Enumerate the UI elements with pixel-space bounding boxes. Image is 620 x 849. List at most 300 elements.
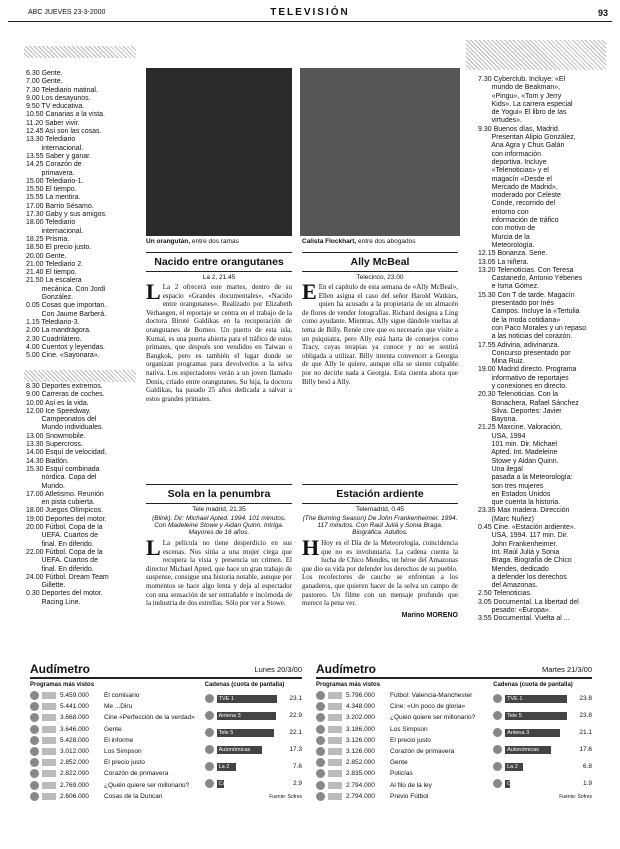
- program-viewers: 2.769.000: [60, 781, 89, 789]
- channel-icon: [205, 779, 214, 788]
- listing-line: informativo de reportajes: [478, 374, 569, 382]
- program-viewers: 3.126.000: [346, 748, 375, 756]
- channel-logo-eurosport: [24, 370, 136, 382]
- article-title: Ally McBeal: [302, 252, 458, 272]
- listing-line: 24.00 Fútbol. Dream Team: [26, 573, 109, 581]
- program-name: El precio justo: [390, 736, 431, 744]
- article-body: E En el capítulo de esta semana de «Ally McBeal», Ellen asigna el caso del señor Harold Watkins, quien ha acusado a la propietaria de un almacén de flores de vender fotografías. Richard designa a Ling como ayudante. Mientras, Ally sigue dándole vueltas al tema de Billy. Renée cree que es necesario que visite a un psiquiatra, pero Ally está harta de consejos como Tracy, cuyas terapias ya conoce y no se sentirá obligada a utilizar. Billy intenta convencer a Georgia de que Ally le quiere, aunque ella se siente culpable por no decirle nada a Georgia. Esta cuenta ahora que Billy besó a Ally.: [302, 279, 458, 386]
- listing-line: 2.30 Cuadrilátero.: [26, 335, 82, 343]
- listing-line: 10.50 Canarias a la vista.: [26, 111, 105, 119]
- listing-line: 14.00 Esquí de velocidad.: [26, 449, 107, 457]
- listing-line: entorno con: [478, 208, 529, 216]
- listing-line: (Marc Nuñez): [478, 515, 535, 523]
- channel-row: [205, 741, 302, 758]
- channel-share: 6.8: [582, 763, 592, 770]
- program-name: Me ...Diru: [104, 703, 133, 711]
- program-viewers: 2.794.000: [346, 792, 375, 800]
- listing-line: González.: [26, 294, 74, 302]
- channel-name: La 2: [505, 763, 523, 771]
- channel-share: 21.1: [579, 729, 592, 736]
- channel-share: 2.9: [292, 780, 302, 787]
- program-viewers: 2.822.000: [60, 770, 89, 778]
- listing-line: 15.30 Esquí combinada: [26, 465, 100, 473]
- program-name: Policías: [390, 770, 413, 778]
- program-name: Cine «Perfección de la verdad»: [104, 714, 195, 722]
- listing-line: 15.00 Telediario-1.: [26, 177, 84, 185]
- listing-line: 15.55 La mentira.: [26, 194, 81, 202]
- program-icon: [30, 769, 39, 778]
- program-viewers: 4.348.000: [346, 703, 375, 711]
- channel-icon: [493, 779, 502, 788]
- program-name: ¿Quién quiere ser millonario?: [104, 781, 190, 789]
- listing-line: Stowe y Aidan Quinn.: [478, 457, 559, 465]
- program-row: [30, 768, 199, 779]
- channel-name: Canal +: [507, 780, 527, 787]
- channel-icon: [205, 711, 214, 720]
- article-channel: Telemadrid, 0.45: [355, 506, 405, 513]
- audimetro-monday: [30, 662, 302, 840]
- listing-line: 18.00 Juegos Olímpicos.: [26, 507, 104, 515]
- channel-logo-tve1: [24, 46, 136, 58]
- listing-line: 11.20 Saber vivir.: [26, 119, 80, 127]
- program-viewers: 2.794.000: [346, 781, 375, 789]
- program-row: [30, 701, 199, 712]
- listing-line: 15.30 Con T de tarde. Magacín: [478, 291, 575, 299]
- header-date: ABC JUEVES 23-3-2000: [28, 9, 106, 16]
- program-row: [316, 791, 487, 802]
- program-viewers: 3.202.000: [346, 714, 375, 722]
- listing-line: 1.15 Telediario-3.: [26, 318, 80, 326]
- channel-row: [493, 707, 592, 724]
- program-name: Cosas de la Duncan: [104, 792, 163, 800]
- listing-line: 2.50 Telenoticias.: [478, 590, 532, 598]
- audimetro-title: Audímetro: [316, 662, 376, 676]
- article-title: Estación ardiente: [302, 484, 458, 504]
- program-icon: [30, 691, 39, 700]
- channel-share: 23.8: [579, 712, 592, 719]
- program-viewers: 3.668.000: [60, 714, 89, 722]
- channel-name: La 2: [217, 763, 237, 771]
- channel-name: TVE 1: [505, 695, 567, 703]
- listing-line: nórdica. Copa del: [26, 474, 97, 482]
- page-number: 93: [597, 8, 608, 18]
- listing-telemadrid: [478, 76, 614, 624]
- programs-label: Programas más vistos: [316, 682, 381, 688]
- channel-share: 23.8: [579, 695, 592, 702]
- program-name: El comisario: [104, 692, 140, 700]
- listing-line: 7.00 Gente.: [26, 78, 63, 86]
- listing-line: 0.45 Cine. «Estación ardiente».: [478, 524, 576, 532]
- program-row: [30, 791, 199, 802]
- listing-line: 21.40 El tiempo.: [26, 269, 77, 277]
- listing-line: de Yogui» El libro de las: [478, 109, 567, 117]
- article-estacion: [302, 484, 458, 619]
- programs-label: Programas más vistos: [30, 682, 95, 688]
- program-icon: [316, 769, 325, 778]
- channel-row: [205, 775, 302, 792]
- program-row: [316, 746, 487, 757]
- listing-line: 13.00 Snowmobile.: [26, 432, 86, 440]
- source-note: Fuente: Sofres: [269, 794, 302, 800]
- program-name: Gente: [104, 725, 122, 733]
- article-title: Sola en la penumbra: [146, 484, 292, 504]
- program-viewers: 5.428.000: [60, 736, 89, 744]
- program-row: [30, 780, 199, 791]
- listing-line: virtudes».: [478, 117, 522, 125]
- listing-line: con motivo de: [478, 225, 536, 233]
- program-row: [30, 757, 199, 768]
- listing-line: Braga. Biografía de Chico: [478, 557, 572, 565]
- listing-line: 0.05 Cosas que importan.: [26, 302, 107, 310]
- listing-line: magacín «Desde el: [478, 175, 552, 183]
- listing-line: Bayona.: [478, 416, 518, 424]
- listing-line: Con Jaume Barberá.: [26, 310, 107, 318]
- program-icon: [30, 781, 39, 790]
- program-viewers: 2.835.000: [346, 770, 375, 778]
- listing-line: 17.00 Atletismo. Reunión: [26, 490, 104, 498]
- program-row: [316, 724, 487, 735]
- listing-line: 20.00 Gente.: [26, 252, 67, 260]
- program-icon: [316, 758, 325, 767]
- photo-caption-right: Calista Flockhart, entre dos abogados: [302, 238, 416, 245]
- channel-icon: [493, 745, 502, 754]
- listing-line: Int. Raúl Juliá y Sonia: [478, 548, 560, 556]
- program-icon: [316, 691, 325, 700]
- program-icon: [30, 702, 39, 711]
- listing-line: 12.15 Bonanza. Serie.: [478, 250, 548, 258]
- listing-line: 3.05 Documental. La libertad del: [478, 598, 579, 606]
- program-icon: [30, 747, 39, 756]
- channel-share: 23.1: [289, 695, 302, 702]
- listing-line: Kids». La carrera especial: [478, 100, 573, 108]
- program-name: Al filo de la ley: [390, 781, 432, 789]
- channel-name: Antena 3: [217, 712, 277, 720]
- program-icon: [316, 713, 325, 722]
- channel-row: [205, 758, 302, 775]
- listing-eurosport: [26, 383, 142, 607]
- listing-line: Mercado de Madrid»,: [478, 183, 558, 191]
- program-row: [316, 735, 487, 746]
- program-icon: [316, 702, 325, 711]
- article-body: H Hoy es el Día de la Meteorología, coincidencia que no es involuntaria. La cadena cuenta la lucha de Chico Mendes, un héroe del Amazonas que dio su vida por defender los derechos de su pueblo. Los recolectores de caucho se enfrentan a los ganaderos, que quieren hacer de la selva un campo de pastoreo. Un filme con un mensaje profundo que merece la pena ver.: [302, 535, 458, 608]
- program-row: [316, 757, 487, 768]
- listing-line: deportiva. Incluye: [478, 158, 547, 166]
- channel-share: 1.9: [582, 780, 592, 787]
- listing-line: 10.00 Así es la vida.: [26, 399, 89, 407]
- channel-icon: [493, 711, 502, 720]
- listing-line: 4.00 Cuentos y leyendas.: [26, 343, 105, 351]
- program-name: Fútbol: Valencia-Manchester: [390, 692, 473, 700]
- audimetro-tuesday: [316, 662, 592, 840]
- listing-line: 13.30 Supercross.: [26, 441, 83, 449]
- program-icon: [316, 781, 325, 790]
- program-icon: [316, 725, 325, 734]
- program-icon: [30, 736, 39, 745]
- listing-line: pasada a la Meteorología:: [478, 474, 573, 482]
- program-viewers: 3.186.000: [346, 725, 375, 733]
- program-name: El informe: [104, 736, 134, 744]
- program-viewers: 3.126.000: [346, 736, 375, 744]
- channel-name: Tele 5: [505, 712, 567, 720]
- listing-line: final. En diferido.: [26, 540, 94, 548]
- listing-line: Una ilegal: [478, 465, 523, 473]
- program-name: Previo Fútbol: [390, 792, 429, 800]
- listing-line: con Paco Morales y un repaso: [478, 324, 587, 332]
- listing-line: UEFA. Cuartos de: [26, 557, 98, 565]
- channel-share: 17.6: [579, 746, 592, 753]
- listing-line: «Telenoticias» y el: [478, 167, 549, 175]
- audimetro-date: Lunes 20/3/00: [254, 665, 302, 674]
- article-channel: Telecinco, 23.00: [356, 274, 404, 281]
- channel-row: [493, 690, 592, 707]
- listing-line: Bonachera, Rafael Sánchez: [478, 399, 579, 407]
- listing-line: internacional.: [26, 227, 84, 235]
- listing-line: Gillette.: [26, 582, 66, 590]
- program-row: [30, 735, 199, 746]
- listing-line: Mundo individuales.: [26, 424, 104, 432]
- program-row: [316, 768, 487, 779]
- channel-share: 7.6: [292, 763, 302, 770]
- article-body: L La película no tiene desperdicio en sus escenas. Nos sitúa a una mujer ciega que recupera la vista y presencia un crimen. El director Michael Apted, que hace un gran trabajo de suspense, consigue una historia notable, aunque por momentos se hace algo lenta y deja al espectador con una sensación de ser entrañable e incómoda de la industria de dos estrellas. Sólo por ver a Stowe.: [146, 535, 292, 608]
- listing-line: 13.05 La niñera.: [478, 258, 529, 266]
- program-icon: [30, 758, 39, 767]
- listing-line: 18.25 Prisma.: [26, 235, 70, 243]
- listing-line: Castanedo, Antonio Yébenes: [478, 275, 583, 283]
- listing-line: mundo de Beakman»,: [478, 84, 561, 92]
- channel-name: Tele 5: [217, 729, 274, 737]
- listing-line: en Estados Unidos: [478, 490, 551, 498]
- article-title: Nacido entre orangutanes: [146, 252, 292, 272]
- listing-line: 18.00 Telediario: [26, 219, 76, 227]
- listing-line: 5.00 Cine. «Sayonara».: [26, 352, 100, 360]
- listing-line: USA, 1994: [478, 432, 526, 440]
- program-name: Gente: [390, 759, 408, 767]
- channel-row: [205, 724, 302, 741]
- listing-line: Conde, recorrido del: [478, 200, 556, 208]
- channel-icon: [205, 745, 214, 754]
- listing-line: Apted. Int. Madeleine: [478, 449, 558, 457]
- listing-line: 101 min. Dir. Michael: [478, 441, 557, 449]
- section-title: TELEVISIÓN: [270, 7, 350, 18]
- listing-line: primavera.: [26, 169, 75, 177]
- program-viewers: 3.012.000: [60, 748, 89, 756]
- program-icon: [30, 725, 39, 734]
- listing-line: que cuenta la historia.: [478, 499, 561, 507]
- source-note: Fuente: Sofres: [559, 794, 592, 800]
- article-ally: [302, 252, 458, 386]
- program-icon: [30, 792, 39, 801]
- program-row: [316, 701, 487, 712]
- article-author: Marino MORENO: [401, 611, 458, 619]
- channels-label: Cadenas (cuota de pantalla): [204, 682, 285, 688]
- listing-line: moderado por Celeste: [478, 192, 561, 200]
- listing-line: Mundo.: [26, 482, 65, 490]
- program-name: Corazón de primavera: [390, 748, 455, 756]
- listing-line: Murcia de la: [478, 233, 530, 241]
- listing-line: UEFA. Cuartos de: [26, 532, 98, 540]
- program-icon: [316, 747, 325, 756]
- channel-icon: [493, 728, 502, 737]
- program-viewers: 2.852.000: [60, 759, 89, 767]
- listing-line: 18.50 El precio justo.: [26, 244, 92, 252]
- listing-line: 2.00 La mandrágora.: [26, 327, 91, 335]
- article-channel: La 2, 21.45: [202, 274, 236, 281]
- program-row: [30, 746, 199, 757]
- listing-line: 9.00 Carreras de coches.: [26, 391, 105, 399]
- channel-name: Autonómicas: [505, 746, 551, 754]
- listing-line: 17.55 Adivina, adivinanza.: [478, 341, 560, 349]
- channel-share: 17.3: [289, 746, 302, 753]
- article-body: L La 2 ofrecerá este martes, dentro de su espacio «Grandes documentales», «Nacido entre orangutanes». Realizado por Elizabeth Verhaegen, el reportaje se centra en el trabajo de la doctora Biruté Galdikas en la recuperación de orangutanes de Borneo. Un puerto de esta isla, Kumai, es una puerta abierta para el tráfico de estos primates, que después son vendidos en Taiwan o Bangkok, pero es también el lugar donde se organizan programas para devolverlos a la selva nativa. Los espectadores verán a un joven llamado Denis, criado entre orangutanes. Su hija, la doctora Galdikas, ha pasado 25 años dedicada a salvar a estos grandes primates.: [146, 279, 292, 403]
- channel-name: Antena 3: [505, 729, 560, 737]
- listing-line: 7.30 Cyberclub. Incluye: «El: [478, 76, 566, 83]
- channel-logo-telemadrid: [466, 40, 606, 70]
- program-name: Los Simpson: [104, 748, 142, 756]
- listing-line: 3.55 Documental. Vuelta al ...: [478, 615, 570, 623]
- program-viewers: 5.459.000: [60, 692, 89, 700]
- listing-line: 13.20 Telenoticias. Con Teresa: [478, 266, 574, 274]
- listing-line: 9.50 TV educativa.: [26, 103, 85, 111]
- listing-line: «Pingu», «Tom y Jerry: [478, 92, 562, 100]
- listing-line: 7.30 Telediario matinal.: [26, 86, 98, 94]
- listing-line: 14.25 Corazón de: [26, 161, 82, 169]
- program-icon: [30, 713, 39, 722]
- listing-line: 15.50 El tiempo.: [26, 186, 77, 194]
- program-viewers: 5.441.000: [60, 703, 89, 711]
- listing-line: 23.35 Max madera. Dirección: [478, 507, 570, 515]
- listing-line: mecánica. Con Jordi: [26, 285, 106, 293]
- audimetro-title: Audímetro: [30, 662, 90, 676]
- listing-line: Campos. Incluye la «Tertulia: [478, 308, 580, 316]
- program-name: Corazón de primavera: [104, 770, 169, 778]
- listing-line: e Isma Gómez.: [478, 283, 540, 291]
- listing-line: 20.30 Telenoticias. Con la: [478, 391, 559, 399]
- listing-line: 19.00 Madrid directo. Programa: [478, 366, 577, 374]
- listing-line: Campeonatos del: [26, 416, 97, 424]
- article-credits: (The Burning Season) De John Frankenheimer. 1994. 117 minutos. Con Raúl Juliá y Sonia Braga. Biográfica. Adultos.: [302, 515, 458, 536]
- listing-line: USA, 1994. 117 min. Dir.: [478, 532, 569, 540]
- program-row: [316, 690, 487, 701]
- program-name: ¿Quién quiere ser millonario?: [390, 714, 476, 722]
- listing-line: Meteorología.: [478, 241, 535, 249]
- listing-line: 17.30 Gaby y sus amigos.: [26, 211, 107, 219]
- listing-line: información de tráfico: [478, 217, 559, 225]
- photo-ally-mcbeal: [300, 68, 460, 236]
- listing-line: 6.30 Gente.: [26, 70, 63, 77]
- listing-line: Presentan Alipio González,: [478, 134, 576, 142]
- program-icon: [316, 792, 325, 801]
- photo-caption-left: Un orangután, entre dos ramas: [146, 238, 239, 245]
- article-channel: Tele madrid, 21.35: [192, 506, 246, 513]
- channel-row: [205, 707, 302, 724]
- listing-line: presentado por Inés: [478, 300, 554, 308]
- channel-icon: [205, 762, 214, 771]
- channel-row: [493, 741, 592, 758]
- program-viewers: 3.646.000: [60, 725, 89, 733]
- page-header: [8, 6, 612, 22]
- listing-line: a las noticias del corazón.: [478, 333, 573, 341]
- listing-line: de la moda cotidiana»: [478, 316, 561, 324]
- channel-row: [493, 775, 592, 792]
- listing-line: 20.00 Fútbol. Copa de la: [26, 524, 103, 532]
- photo-orangutan: [146, 68, 292, 236]
- listing-line: Mina Ruiz.: [478, 358, 525, 366]
- channel-name: TVE 1: [217, 695, 277, 703]
- listing-line: Concurso presentado por: [478, 349, 571, 357]
- listing-line: 21.50 La escalera: [26, 277, 82, 285]
- program-name: El precio justo: [104, 759, 145, 767]
- listing-line: pesado: «Europa».: [478, 607, 551, 614]
- program-name: Los Simpson: [390, 725, 428, 733]
- channel-name: Canal +: [218, 780, 238, 787]
- listing-line: Mendes, dedicado: [478, 565, 549, 573]
- listing-line: final. En diferido.: [26, 565, 94, 573]
- listing-line: Ana Agra y Chus Galán: [478, 142, 565, 150]
- article-nacido: [146, 252, 292, 403]
- channel-icon: [493, 762, 502, 771]
- channel-row: [493, 758, 592, 775]
- listing-line: 13.55 Saber y ganar.: [26, 152, 91, 160]
- listing-line: 22.00 Fútbol. Copa de la: [26, 548, 103, 556]
- listing-line: 12.00 Ice Speedway.: [26, 407, 91, 415]
- listing-line: 9.30 Buenos días, Madrid.: [478, 125, 560, 133]
- listing-line: Racing Line.: [26, 598, 81, 606]
- listing-line: internacional.: [26, 144, 84, 152]
- program-row: [316, 780, 487, 791]
- listing-line: con información: [478, 150, 542, 158]
- listing-line: 21.00 Telediario 2.: [26, 260, 84, 268]
- listing-line: John Frankenheimer.: [478, 540, 558, 548]
- listing-line: 8.30 Deportes extremos.: [26, 383, 103, 390]
- listing-line: 17.00 Barrio Sésamo.: [26, 202, 94, 210]
- program-viewers: 2.606.000: [60, 792, 89, 800]
- program-icon: [316, 736, 325, 745]
- channel-share: 22.1: [289, 729, 302, 736]
- program-viewers: 2.852.000: [346, 759, 375, 767]
- program-viewers: 5.796.000: [346, 692, 375, 700]
- channel-name: Autonómicas: [217, 746, 262, 754]
- listing-line: y conexiones en directo.: [478, 382, 568, 390]
- article-sola: [146, 484, 292, 608]
- listing-line: Silva. Deportes: Javier: [478, 407, 562, 415]
- listing-line: son tres mujeres: [478, 482, 544, 490]
- channel-row: [205, 690, 302, 707]
- channels-label: Cadenas (cuota de pantalla): [493, 682, 573, 688]
- listing-line: 9.00 Los desayunos.: [26, 94, 91, 102]
- listing-line: 13.30 Telediario: [26, 136, 76, 144]
- audimetro-date: Martes 21/3/00: [541, 665, 592, 674]
- program-row: [30, 690, 199, 701]
- channel-icon: [205, 728, 214, 737]
- listing-line: del Amazonas.: [478, 582, 538, 590]
- program-row: [30, 724, 199, 735]
- listing-tve1: [26, 70, 142, 360]
- program-row: [30, 712, 199, 723]
- listing-line: 0.30 Deportes del motor.: [26, 590, 103, 598]
- listing-line: 12.45 Así son las cosas.: [26, 128, 102, 136]
- program-row: [316, 712, 487, 723]
- channel-row: [493, 724, 592, 741]
- listing-line: 21.25 Maxcine. Valoración,: [478, 424, 562, 432]
- channel-icon: [493, 694, 502, 703]
- listing-line: a defender los derechos: [478, 573, 567, 581]
- article-credits: (Blink). Dir: Michael Apted. 1994. 101 minutos. Con Madeleine Stowe y Aidan Quinn. Intriga. Mayores de 16 años.: [152, 515, 286, 536]
- channel-share: 22.9: [289, 712, 302, 719]
- listing-line: en pista cubierta.: [26, 499, 95, 507]
- program-name: Cine: «Un poco de gloria»: [390, 703, 466, 711]
- listing-line: 19.00 Deportes del motor.: [26, 515, 107, 523]
- listing-line: 14.30 Biatlón.: [26, 457, 69, 465]
